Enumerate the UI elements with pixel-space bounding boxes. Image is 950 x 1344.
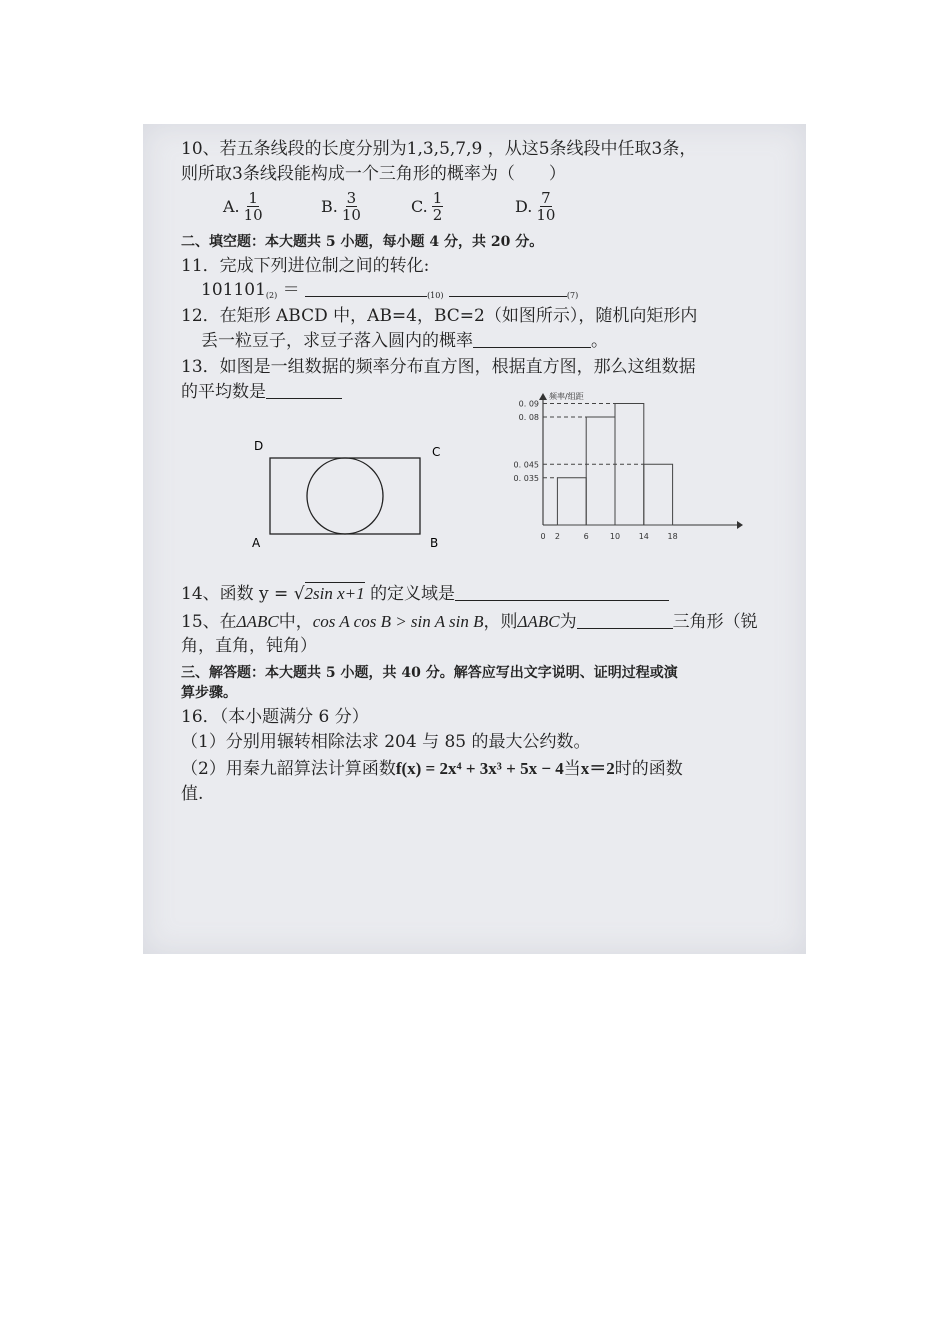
q10-options — [143, 190, 806, 230]
q16-title: 16．（本小题满分 6 分） — [181, 707, 369, 727]
option-c-numerator: 1 — [432, 189, 443, 207]
q11-number: 101101 — [201, 280, 266, 300]
option-b-denominator: 10 — [341, 206, 361, 224]
q10-option-a: A. $\frac{1}{10}$ — [223, 189, 263, 224]
section2-heading: 二、填空题：本大题共 5 小题，每小题 4 分，共 20 分。 — [181, 234, 544, 250]
y-axis-title: 频率/组距 — [549, 392, 584, 401]
x-tick-label-2: 2 — [554, 532, 560, 541]
section3-heading-line2: 算步骤。 — [181, 685, 237, 701]
q12-answer-blank[interactable] — [473, 333, 591, 348]
x-tick-label-3: 6 — [583, 532, 589, 541]
y-tick-label-3: 0. 045 — [513, 460, 539, 470]
x-tick-label-4: 10 — [609, 532, 621, 541]
q11-text: 11．完成下列进位制之间的转化: — [181, 256, 430, 276]
y-tick-label-1: 0. 09 — [518, 399, 539, 409]
y-tick-label-4: 0. 035 — [513, 473, 539, 483]
q11-blank-decimal[interactable] — [305, 282, 427, 297]
q14-answer-blank[interactable] — [455, 586, 669, 601]
q10-option-d: D. $\frac{7}{10}$ — [515, 189, 556, 224]
x-tick-label-5: 14 — [638, 532, 649, 541]
q10-option-c: C. $\frac{1}{2}$ — [411, 189, 443, 224]
q16-x-value: x＝2 — [580, 759, 615, 778]
option-b-numerator: 3 — [346, 189, 357, 207]
q11-equals: ＝ — [282, 280, 300, 300]
frequency-histogram — [503, 387, 743, 547]
x-tick-label-6: 18 — [667, 532, 678, 541]
option-d-denominator: 10 — [536, 206, 556, 224]
option-c-denominator: 2 — [432, 206, 443, 224]
q13-line2: 的平均数是 — [181, 381, 342, 403]
vertex-d-label: D — [254, 439, 264, 453]
vertex-a-label: A — [252, 536, 261, 549]
y-axis-arrow — [539, 393, 547, 400]
q11-conversion — [201, 279, 578, 307]
histogram-bar-4 — [644, 464, 673, 525]
x-axis-arrow — [737, 521, 743, 529]
histogram-bar-1 — [557, 478, 586, 525]
vertex-c-label: C — [432, 445, 441, 459]
section3-heading-line1: 三、解答题：本大题共 5 小题，共 40 分。解答应写出文字说明、证明过程或演 — [181, 665, 678, 681]
q16-formula: f(x) = 2x⁴ + 3x³ + 5x − 4 — [395, 759, 564, 778]
option-a-denominator: 10 — [243, 206, 263, 224]
dashed-guides — [543, 404, 644, 478]
q11-blank-base7[interactable] — [449, 282, 567, 297]
q12-line2: 丢一粒豆子，求豆子落入圆内的概率 。 — [201, 331, 608, 351]
q15-line2: 角，直角，钝角） — [181, 636, 317, 656]
q10-line1: 10、若五条线段的长度分别为1,3,5,7,9 ，从这5条线段中任取3条， — [181, 139, 697, 159]
x-tick-labels — [540, 532, 677, 541]
q14: 14、函数 y = √2sin x+1 的定义域是 — [181, 583, 669, 605]
q13-answer-blank[interactable] — [266, 384, 342, 399]
q10-line2: 则所取3条线段能构成一个三角形的概率为（ ） — [181, 164, 566, 184]
histogram-bar-2 — [586, 417, 615, 525]
option-d-numerator: 7 — [541, 189, 551, 207]
q11-base-from: (2) — [265, 291, 278, 300]
vertex-b-label: B — [430, 536, 439, 549]
option-a-numerator: 1 — [248, 189, 258, 207]
sqrt-sign: √ — [293, 584, 305, 604]
q14-radicand: 2sin x+1 — [304, 584, 365, 603]
y-tick-label-2: 0. 08 — [518, 413, 539, 422]
rectangle-circle-figure — [248, 434, 458, 549]
q11-base-to2: (7) — [566, 291, 579, 300]
q15-answer-blank[interactable] — [577, 614, 673, 629]
q15-condition: cos A cos B > sin A sin B — [312, 612, 484, 631]
q10-option-b: B. $\frac{3}{10}$ — [321, 189, 361, 224]
q11-base-to1: (10) — [427, 291, 444, 300]
triangle-abc: ΔABC — [236, 612, 279, 631]
x-tick-label-1: 0 — [540, 532, 546, 541]
q13-line1: 13．如图是一组数据的频率分布直方图，根据直方图，那么这组数据 — [181, 357, 696, 377]
y-tick-labels — [514, 400, 539, 483]
q16-line3: 值. — [181, 784, 204, 804]
scanned-exam-page — [143, 124, 806, 954]
inscribed-circle — [307, 458, 383, 534]
q16-part1: （1）分别用辗转相除法求 204 与 85 的最大公约数。 — [181, 732, 591, 752]
q12-line1: 12．在矩形 ABCD 中，AB=4，BC=2（如图所示），随机向矩形内 — [181, 306, 698, 326]
rectangle-abcd — [270, 458, 420, 534]
q15-line1: 15、在ΔABC中，cos A cos B > sin A sin B，则ΔABC为 三角形（锐 — [181, 612, 758, 632]
q16-part2: （2）用秦九韶算法计算函数f(x) = 2x⁴ + 3x³ + 5x − 4当x＝2时的函数 — [181, 759, 683, 779]
